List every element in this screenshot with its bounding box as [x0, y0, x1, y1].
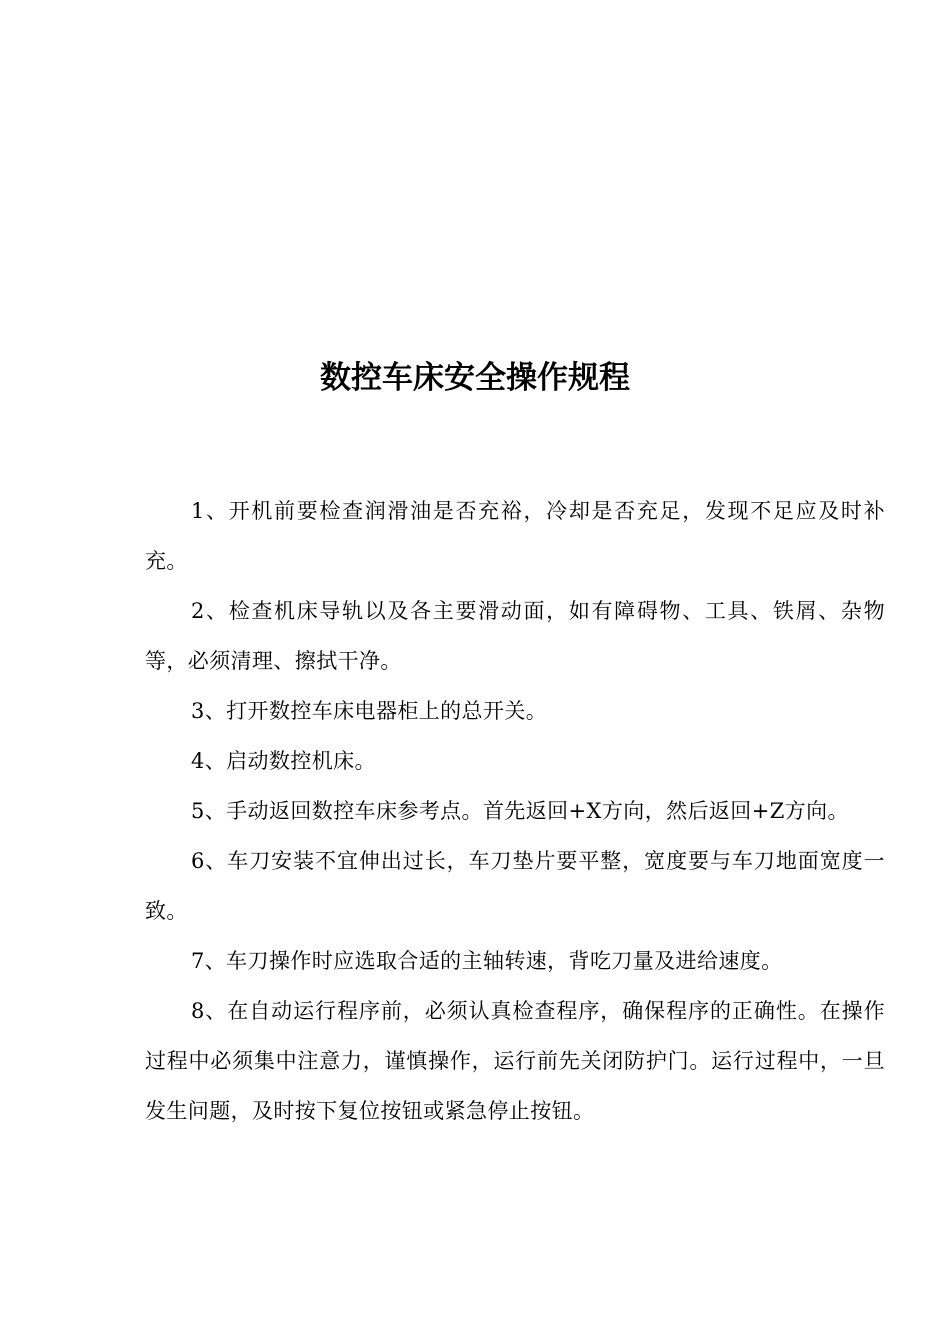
procedure-item-6: 6、车刀安装不宜伸出过长，车刀垫片要平整，宽度要与车刀地面宽度一致。: [145, 849, 885, 923]
procedure-item-3: 3、打开数控车床电器柜上的总开关。: [191, 699, 548, 723]
procedure-item-1: 1、开机前要检查润滑油是否充裕，冷却是否充足，发现不足应及时补充。: [145, 499, 885, 573]
page-title: 数控车床安全操作规程: [320, 360, 630, 396]
procedure-list: [145, 486, 885, 1136]
procedure-item-5: 5、手动返回数控车床参考点。首先返回+X方向，然后返回+Z方向。: [191, 799, 849, 823]
procedure-item-7: 7、车刀操作时应选取合适的主轴转速，背吃刀量及进给速度。: [191, 949, 783, 973]
procedure-item-8: 8、在自动运行程序前，必须认真检查程序，确保程序的正确性。在操作过程中必须集中注意力，谨慎操作，运行前先关闭防护门。运行过程中，一旦发生问题，及时按下复位按钮或紧急停止按钮。: [145, 999, 885, 1123]
procedure-item-2: 2、检查机床导轨以及各主要滑动面，如有障碍物、工具、铁屑、杂物等，必须清理、擦拭干净。: [145, 599, 885, 673]
procedure-item-4: 4、启动数控机床。: [191, 749, 376, 773]
